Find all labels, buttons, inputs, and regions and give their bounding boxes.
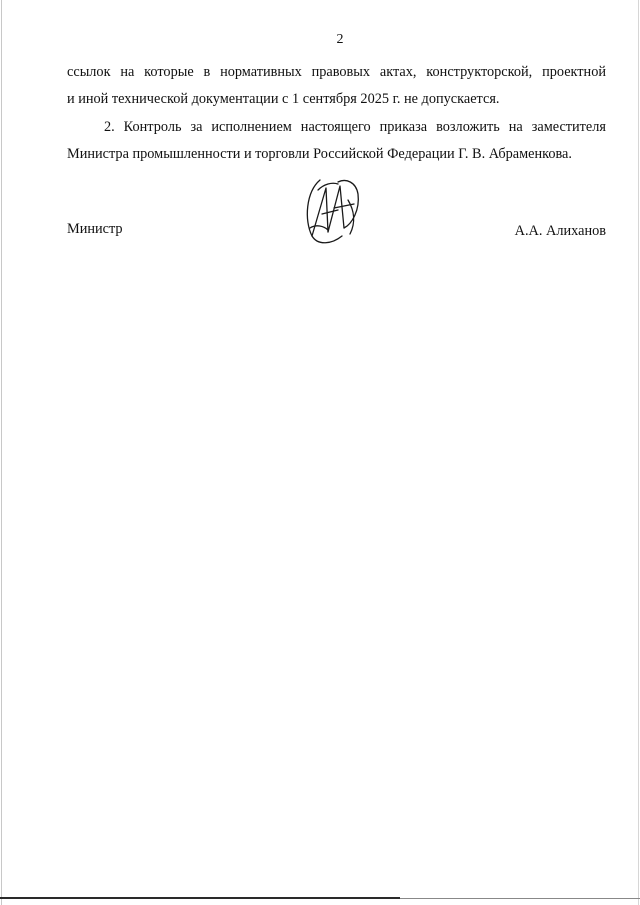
paragraph-2-line-2: Министра промышленности и торговли Российской Федерации Г. В. Абраменкова. [67,146,572,162]
signatory-title: Министр [67,221,123,237]
scan-bottom-border-right [400,898,640,899]
handwritten-signature [298,170,370,250]
scan-bottom-border [0,897,400,899]
scan-left-edge [1,0,2,905]
signatory-name: А.А. Алиханов [514,223,606,239]
paragraph-1-line-1: ссылок на которые в нормативных правовых актах, конструкторской, проектной [67,64,606,80]
page-number: 2 [336,32,344,47]
paragraph-1-line-2: и иной технической документации с 1 сентября 2025 г. не допускается. [67,91,500,107]
paragraph-2-line-1: 2. Контроль за исполнением настоящего приказа возложить на заместителя [104,119,606,135]
scan-right-edge [638,0,639,905]
